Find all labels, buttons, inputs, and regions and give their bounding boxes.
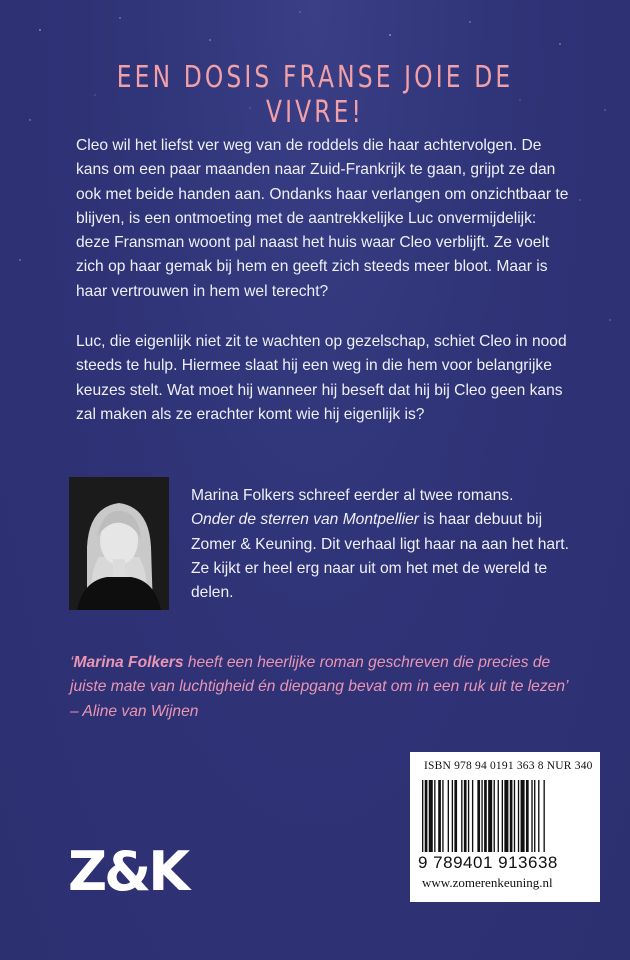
publisher-website: www.zomerenkeuning.nl [422,875,553,890]
publisher-logo: Z&K [68,840,188,903]
author-bio-rest: is haar debuut bij Zomer & Keuning. Dit verhaal ligt haar na aan het hart. Ze kijkt er heel erg naar uit om het met de wereld te delen. [191,511,569,602]
barcode-bars [422,780,588,852]
ean-digits: 9 789401 913638 [418,853,558,872]
author-bio-lead: Marina Folkers schreef eerder al twee romans. [191,487,514,504]
author-photo [69,477,169,610]
isbn-line: ISBN 978 94 0191 363 8 NUR 340 [424,760,593,772]
review-quote [70,651,570,724]
blurb-paragraph-2: Luc, die eigenlijk niet zit te wachten op gezelschap, schiet Cleo in nood steeds te hulp. Hiermee slaat hij een weg in die hem voor belangrijke keuzes stelt. Wat moet hij wanneer hij beseft dat hij bij Cleo geen kans zal maken als ze erachter komt wie hij eigenlijk is? [76,333,567,423]
author-bio [191,484,581,605]
barcode-label [410,752,600,902]
book-title: Onder de sterren van Montpellier [191,511,419,529]
quote-open-mark: ‘ [70,654,74,671]
blurb-paragraph-1: Cleo wil het liefst ver weg van de roddels die haar achtervolgen. De kans om een paar maanden naar Zuid-Frankrijk te gaan, grijpt ze dan ook met beide handen aan. Ondanks haar verlangen om onzichtbaar te blijven, is een ontmoeting met de aantrekkelijke Luc onvermijdelijk: deze Fransman woont pal naast het huis waar Cleo verblijft. Ze voelt zich op haar gemak bij hem en geeft zich steeds meer bloot. Maar is haar vertrouwen in hem wel terecht? [76,137,569,300]
quote-author-name: Marina Folkers [73,654,184,671]
headline-tagline: EEN DOSIS FRANSE JOIE DE VIVRE! [116,60,514,130]
quote-text: heeft een heerlijke roman geschreven die precies de juiste mate van luchtigheid én diepgang bevat om in een ruk uit te lezen’ – Aline van Wijnen [70,654,568,720]
